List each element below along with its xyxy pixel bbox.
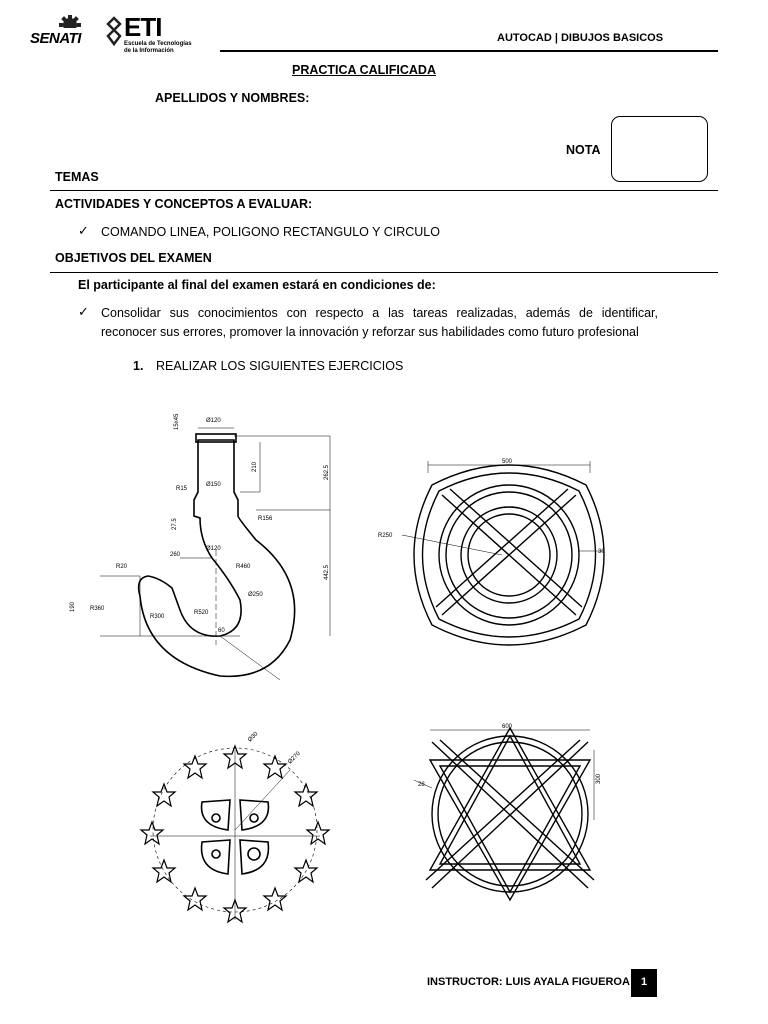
svg-text:R250: R250	[378, 533, 393, 539]
eti-logo-text: ETI	[124, 12, 162, 42]
objective-line2: reconocer sus errores, promover la innovación y reforzar sus habilidades como futuro profesional	[101, 325, 639, 339]
svg-text:Ø120: Ø120	[206, 546, 221, 552]
topics-label: TEMAS	[55, 170, 99, 184]
grade-label: NOTA	[566, 143, 601, 157]
svg-text:Ø30: Ø30	[247, 731, 260, 744]
svg-text:R460: R460	[236, 564, 251, 570]
svg-text:Ø250: Ø250	[248, 592, 263, 598]
svg-text:15x45: 15x45	[174, 413, 180, 430]
names-label: APELLIDOS Y NOMBRES:	[155, 91, 310, 105]
eti-logo-mark	[106, 16, 122, 46]
grade-box[interactable]	[611, 116, 708, 182]
page-number: 1	[641, 976, 648, 988]
svg-text:R156: R156	[258, 516, 273, 522]
exercise-number: 1.	[133, 359, 144, 373]
svg-text:27.5: 27.5	[172, 518, 178, 530]
svg-text:210: 210	[252, 461, 258, 472]
svg-text:Ø150: Ø150	[206, 482, 221, 488]
svg-text:260: 260	[170, 552, 181, 558]
senati-logo-text: SENATI	[30, 30, 81, 47]
svg-text:Ø270: Ø270	[287, 750, 302, 766]
svg-text:R360: R360	[90, 606, 105, 612]
check-icon: ✓	[78, 223, 89, 238]
svg-text:60: 60	[218, 628, 225, 634]
topics-rule	[50, 190, 718, 191]
exercise-text: REALIZAR LOS SIGUIENTES EJERCICIOS	[156, 359, 404, 373]
objectives-intro: El participante al final del examen estará en condiciones de:	[78, 278, 436, 292]
svg-text:R520: R520	[194, 610, 209, 616]
hook-drawing	[70, 400, 360, 720]
svg-text:R20: R20	[116, 564, 128, 570]
objective-line1: Consolidar sus conocimientos con respecto a las tareas realizadas, además de identificar,	[101, 306, 658, 320]
objectives-label: OBJETIVOS DEL EXAMEN	[55, 251, 212, 265]
eti-logo-sub2: de la Información	[124, 48, 174, 54]
svg-text:300: 300	[596, 773, 602, 784]
svg-text:Ø120: Ø120	[206, 418, 221, 424]
activities-label: ACTIVIDADES Y CONCEPTOS A EVALUAR:	[55, 197, 313, 211]
activity-item: COMANDO LINEA, POLIGONO RECTANGULO Y CIRCULO	[101, 225, 440, 239]
svg-text:190: 190	[70, 601, 76, 612]
page-title: PRACTICA CALIFICADA	[292, 63, 436, 77]
stars-drawing	[130, 730, 340, 930]
knot-drawing	[372, 455, 612, 645]
svg-text:442.5: 442.5	[324, 564, 330, 580]
svg-text:600: 600	[502, 724, 513, 730]
check-icon: ✓	[78, 304, 89, 319]
svg-text:28: 28	[418, 782, 425, 788]
svg-text:500: 500	[502, 459, 513, 465]
instructor-label: INSTRUCTOR: LUIS AYALA FIGUEROA	[427, 976, 630, 988]
svg-text:262.5: 262.5	[324, 464, 330, 480]
svg-text:R15: R15	[176, 486, 188, 492]
star-knot-drawing	[410, 720, 640, 900]
objectives-rule	[50, 272, 718, 273]
svg-text:R300: R300	[150, 614, 165, 620]
header-rule	[220, 50, 718, 52]
eti-logo-sub1: Escuela de Tecnologías	[124, 41, 192, 47]
course-title: AUTOCAD | DIBUJOS BASICOS	[497, 32, 664, 44]
svg-text:30: 30	[598, 549, 605, 555]
